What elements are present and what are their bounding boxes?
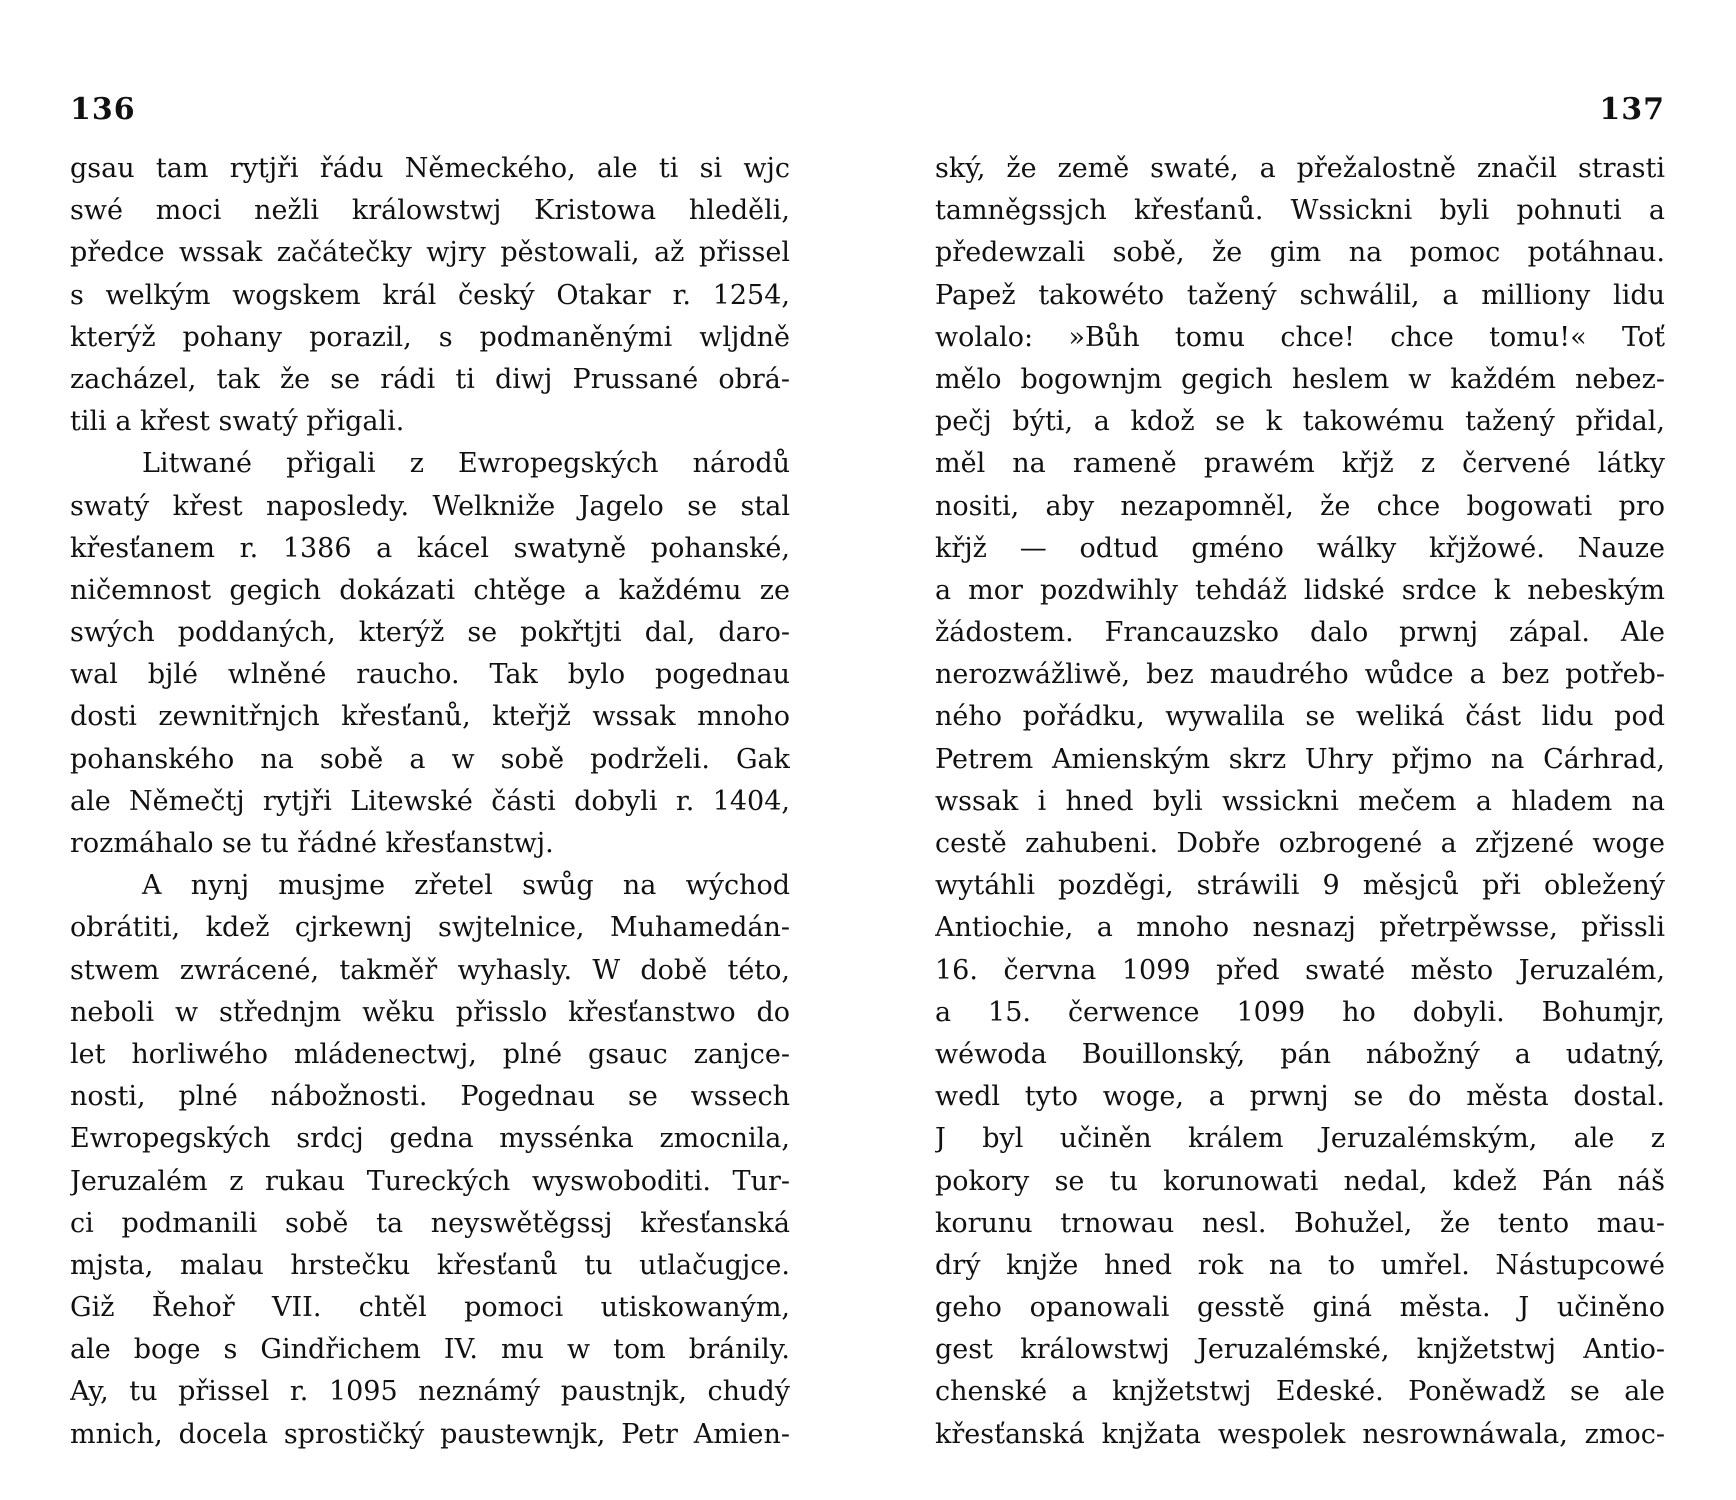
text-line: let horliwého mládenectwj, plné gsauc zanjce- bbox=[70, 1038, 790, 1070]
text-line: ale Němečtj rytjři Litewské části dobyli r. 1404, bbox=[70, 785, 790, 817]
text-line: wedl tyto woge, a prwnj se do města dostal. bbox=[935, 1081, 1665, 1113]
text-line: swatý křest naposledy. Welkniže Jagelo se stal bbox=[70, 490, 790, 522]
text-line: Papež takowéto tažený schwálil, a milliony lidu bbox=[935, 279, 1665, 311]
text-line: cestě zahubeni. Dobře ozbrogené a zřjzené woge bbox=[935, 828, 1665, 859]
page-number: 136 bbox=[70, 92, 136, 127]
text-line: pokory se tu korunowati nedal, kdež Pán náš bbox=[935, 1165, 1665, 1197]
text-line: wssak i hned byli wssickni mečem a hladem na bbox=[935, 785, 1665, 817]
text-line: stwem zwrácené, takměř wyhasly. W době této, bbox=[70, 954, 790, 986]
text-line: Giž Řehoř VII. chtěl pomoci utiskowaným, bbox=[70, 1292, 790, 1324]
left-page bbox=[70, 0, 790, 1500]
text-line: gsau tam rytjři řádu Německého, ale ti si wjc bbox=[70, 153, 790, 184]
text-line: wolalo: »Bůh tomu chce! chce tomu!« Toť bbox=[935, 321, 1665, 353]
text-block bbox=[70, 148, 790, 1456]
text-line: swých poddaných, kterýž se pokřtjti dal, daro- bbox=[70, 617, 790, 649]
text-block bbox=[935, 148, 1665, 1456]
text-line: Ewropegských srdcj gedna myssénka zmocnila, bbox=[70, 1123, 790, 1155]
text-line: ničemnost gegich dokázati chtěge a každému ze bbox=[70, 574, 790, 606]
text-line: chenské a knjžetstwj Edeské. Poněwadž se ale bbox=[935, 1376, 1665, 1408]
text-line: žádostem. Francauzsko dalo prwnj zápal. Ale bbox=[935, 617, 1665, 649]
text-line: ci podmanili sobě ta neyswětěgssj křesťanská bbox=[70, 1207, 790, 1239]
text-line: ného pořádku, wywalila se weliká část lidu pod bbox=[935, 701, 1665, 733]
text-line: swé moci nežli králowstwj Kristowa hleděli, bbox=[70, 195, 790, 227]
text-line: Petrem Amienským skrz Uhry přjmo na Cárhrad, bbox=[935, 743, 1665, 775]
text-line: A nynj musjme zřetel swůg na wýchod bbox=[142, 870, 790, 902]
text-line: pečj býti, a kdož se k takowému tažený přidal, bbox=[935, 406, 1665, 438]
text-line: křjž — odtud gméno wálky křjžowé. Nauze bbox=[935, 532, 1665, 564]
text-line: dosti zewnitřnjch křesťanů, kteřjž wssak mnoho bbox=[70, 701, 790, 733]
right-page bbox=[935, 0, 1665, 1500]
text-line: geho opanowali gesstě giná města. J učiněno bbox=[935, 1292, 1665, 1324]
text-line: ale boge s Gindřichem IV. mu w tom bránily. bbox=[70, 1334, 790, 1366]
page-number: 137 bbox=[1599, 92, 1665, 127]
text-line: wytáhli pozděgi, stráwili 9 měsjců při obležený bbox=[935, 870, 1665, 902]
text-line: nosti, plné nábožnosti. Pogednau se wssech bbox=[70, 1081, 790, 1113]
text-line: 16. června 1099 před swaté město Jeruzalém, bbox=[935, 954, 1665, 986]
text-line: drý knjže hned rok na to umřel. Nástupcowé bbox=[935, 1249, 1665, 1281]
text-line: Litwané přigali z Ewropegských národů bbox=[142, 448, 790, 480]
text-line: kterýž pohany porazil, s podmaněnými wljdně bbox=[70, 321, 790, 353]
text-line: zacházel, tak že se rádi ti diwj Prussané obrá- bbox=[70, 363, 790, 395]
text-line: Jeruzalém z rukau Tureckých wyswoboditi. Tur- bbox=[70, 1165, 790, 1197]
text-line: křesťanská knjžata wespolek nesrownáwala, zmoc- bbox=[935, 1418, 1665, 1450]
text-line: s welkým wogskem král český Otakar r. 1254, bbox=[70, 279, 790, 311]
text-line: wal bjlé wlněné raucho. Tak bylo pogednau bbox=[70, 659, 790, 691]
text-line: Antiochie, a mnoho nesnazj přetrpěwsse, přissli bbox=[935, 912, 1665, 944]
text-line: korunu trnowau nesl. Bohužel, že tento mau- bbox=[935, 1207, 1665, 1239]
text-line: nositi, aby nezapomněl, že chce bogowati pro bbox=[935, 490, 1665, 522]
text-line: mnich, docela sprostičký paustewnjk, Petr Amien- bbox=[70, 1418, 790, 1450]
text-line: pohanského na sobě a w sobě podrželi. Gak bbox=[70, 743, 790, 775]
text-line: obrátiti, kdež cjrkewnj swjtelnice, Muhamedán- bbox=[70, 912, 790, 944]
text-line: nerozwážliwě, bez maudrého wůdce a bez potřeb- bbox=[935, 659, 1665, 691]
text-line: Ay, tu přissel r. 1095 neznámý paustnjk, chudý bbox=[70, 1376, 790, 1408]
text-line: ský, že země swaté, a přežalostně značil strasti bbox=[935, 153, 1665, 184]
text-line: mjsta, malau hrstečku křesťanů tu utlačugjce. bbox=[70, 1249, 790, 1281]
text-line: a 15. čerwence 1099 ho dobyli. Bohumjr, bbox=[935, 996, 1665, 1028]
text-line: wéwoda Bouillonský, pán nábožný a udatný, bbox=[935, 1038, 1665, 1070]
text-line: tili a křest swatý přigali. bbox=[70, 406, 405, 438]
text-line: J byl učiněn králem Jeruzalémským, ale z bbox=[935, 1123, 1665, 1155]
text-line: předce wssak začátečky wjry pěstowali, až přissel bbox=[70, 237, 790, 269]
text-line: křesťanem r. 1386 a kácel swatyně pohanské, bbox=[70, 532, 790, 564]
text-line: předewzali sobě, že gim na pomoc potáhnau. bbox=[935, 237, 1665, 269]
text-line: tamněgssjch křesťanů. Wssickni byli pohnuti a bbox=[935, 195, 1665, 227]
text-line: mělo bogownjm gegich heslem w každém nebez- bbox=[935, 363, 1665, 395]
text-line: gest králowstwj Jeruzalémské, knjžetstwj Antio- bbox=[935, 1334, 1665, 1366]
text-line: rozmáhalo se tu řádné křesťanstwj. bbox=[70, 828, 554, 859]
text-line: měl na rameně prawém křjž z červené látky bbox=[935, 448, 1665, 480]
text-line: a mor pozdwihly tehdáž lidské srdce k nebeským bbox=[935, 574, 1665, 606]
text-line: neboli w střednjm wěku přisslo křesťanstwo do bbox=[70, 996, 790, 1028]
